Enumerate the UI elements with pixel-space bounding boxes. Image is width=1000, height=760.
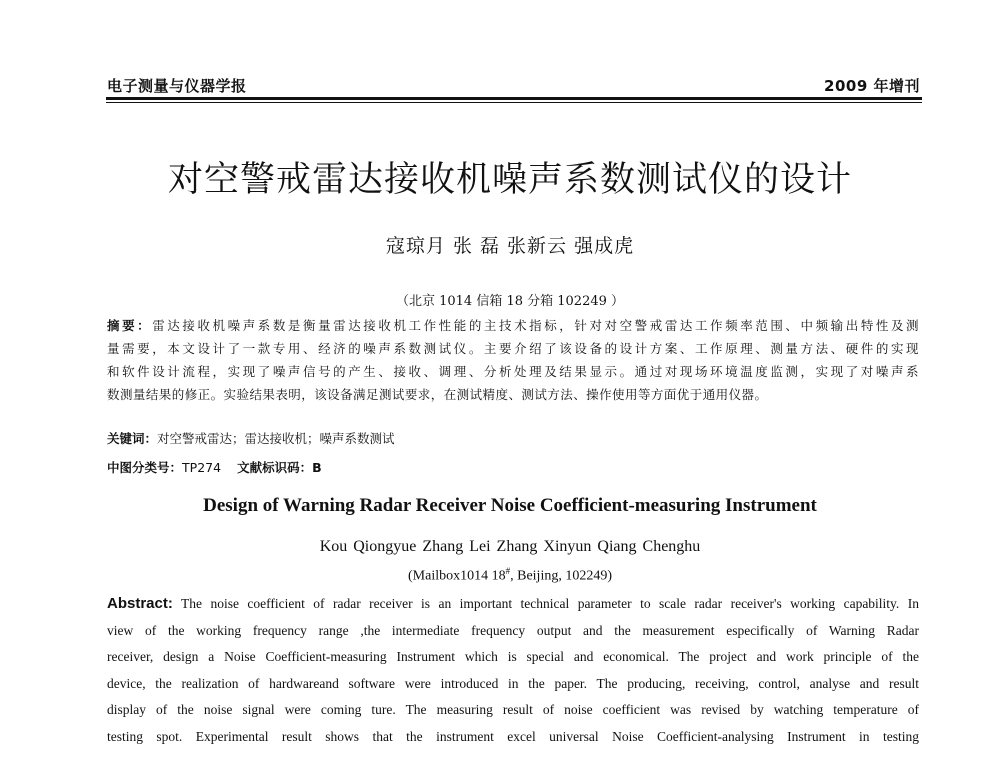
english-affiliation-post: , Beijing, 102249) bbox=[510, 568, 612, 584]
chinese-abstract-label: 摘要： bbox=[107, 318, 153, 333]
header-rule-thin bbox=[106, 102, 922, 103]
english-affiliation-sup: # bbox=[505, 566, 511, 576]
chinese-abstract-line: 量需要，本文设计了一款专用、经济的噪声系数测试仪。主要介绍了该设备的设计方案、工作原理、测量方法、硬件的实现 bbox=[107, 341, 919, 356]
journal-name: 电子测量与仪器学报 bbox=[107, 77, 247, 95]
clc-label: 中图分类号： bbox=[107, 460, 183, 475]
chinese-abstract-line: 数测量结果的修正。实验结果表明，该设备满足测试要求，在测试精度、测试方法、操作使用等方面优于通用仪器。 bbox=[107, 387, 768, 402]
chinese-abstract bbox=[107, 314, 919, 406]
english-abstract-line: display of the noise signal were coming ture. The measuring result of noise coefficient was revised by watching temperature of bbox=[107, 702, 919, 717]
english-affiliation-pre: (Mailbox1014 18 bbox=[408, 568, 506, 584]
english-abstract-text: The noise coefficient of radar receiver is an important technical parameter to scale radar receiver's working capability. In bbox=[172, 596, 919, 611]
chinese-abstract-line bbox=[107, 314, 919, 337]
issue-label: 2009 年增刊 bbox=[824, 77, 920, 95]
classification-info bbox=[107, 458, 919, 476]
english-abstract-line: receiver, design a Noise Coefficient-measuring Instrument which is special and economical. The project and work principle of the bbox=[107, 649, 919, 664]
header-rule-thick bbox=[106, 97, 922, 100]
chinese-keywords bbox=[107, 429, 919, 447]
chinese-affiliation: （北京 1014 信箱 18 分箱 102249 ） bbox=[395, 294, 625, 309]
keywords-text: 对空警戒雷达；雷达接收机；噪声系数测试 bbox=[157, 431, 395, 446]
english-abstract-line: view of the working frequency range ,the intermediate frequency output and the measurement especifically of Warning Radar bbox=[107, 622, 919, 638]
english-abstract bbox=[107, 591, 919, 750]
english-abstract-line: testing spot. Experimental result shows that the instrument excel universal Noise Coefficient-analysing Instrument in testing bbox=[107, 728, 919, 744]
clc-value: TP274 bbox=[182, 460, 222, 475]
doc-code-value: B bbox=[312, 460, 322, 475]
english-abstract-line: device, the realization of hardwareand software were introduced in the paper. The producing, receiving, control, analyse and result bbox=[107, 675, 919, 691]
chinese-title: 对空警戒雷达接收机噪声系数测试仪的设计 bbox=[167, 160, 852, 200]
english-authors: Kou Qiongyue Zhang Lei Zhang Xinyun Qiang Chenghu bbox=[319, 538, 701, 555]
chinese-abstract-line: 和软件设计流程，实现了噪声信号的产生、接收、调理、分析处理及结果显示。通过对现场环境温度监测，实现了对噪声系 bbox=[107, 364, 919, 379]
doc-code-label: 文献标识码： bbox=[237, 460, 313, 475]
english-title: Design of Warning Radar Receiver Noise Coefficient-measuring Instrument bbox=[203, 495, 817, 516]
english-abstract-label: Abstract: bbox=[107, 595, 173, 612]
keywords-label: 关键词： bbox=[107, 431, 158, 446]
running-header bbox=[107, 74, 920, 96]
chinese-abstract-text: 雷达接收机噪声系数是衡量雷达接收机工作性能的主技术指标，针对对空警戒雷达工作频率范围、中频输出特性及测 bbox=[152, 318, 919, 333]
chinese-authors: 寇琼月 张 磊 张新云 强成虎 bbox=[385, 235, 635, 257]
english-abstract-line bbox=[107, 591, 919, 618]
english-affiliation bbox=[100, 566, 920, 585]
